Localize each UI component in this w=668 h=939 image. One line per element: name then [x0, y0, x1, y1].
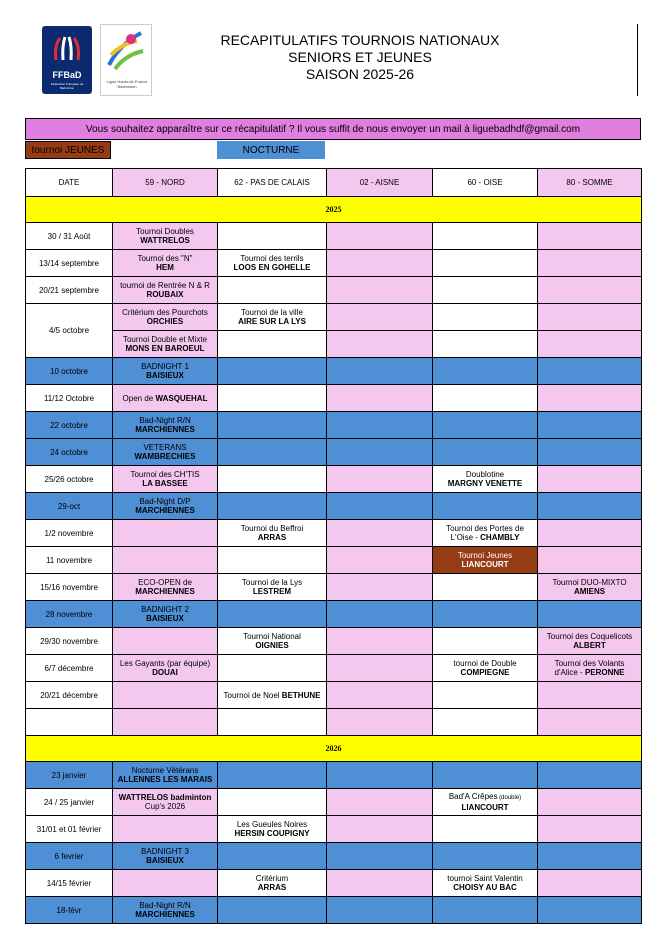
- event-city: AMIENS: [573, 587, 606, 596]
- title-line-2: SENIORS ET JEUNES: [288, 49, 432, 65]
- empty-cell: [433, 412, 538, 439]
- empty-cell: [327, 547, 433, 574]
- page-title: [170, 32, 550, 83]
- event-name: Open de: [122, 393, 154, 403]
- empty-cell: [218, 709, 327, 736]
- event-name: Critérium: [255, 874, 289, 883]
- empty-cell: [327, 709, 433, 736]
- date-cell: 29-oct: [26, 493, 113, 520]
- table-row-nocturne: [26, 358, 642, 385]
- empty-cell: [538, 385, 642, 412]
- table-row: [26, 277, 642, 304]
- event-city: WASQUEHAL: [155, 393, 208, 403]
- event-name: tournoi Saint Valentin: [447, 874, 523, 883]
- date-cell: 6 fevrier: [26, 843, 113, 870]
- empty-cell: [327, 304, 433, 331]
- table-row-nocturne: [26, 412, 642, 439]
- col-header-02: 02 - AISNE: [327, 169, 433, 197]
- empty-cell: [433, 223, 538, 250]
- empty-cell: [218, 547, 327, 574]
- table-row-blank: [26, 709, 642, 736]
- table-row: [26, 385, 642, 412]
- empty-cell: [327, 574, 433, 601]
- event-name: Tournoi des Portes de: [446, 524, 524, 533]
- event-name: Tournoi DUO-MIXTO: [552, 578, 627, 587]
- event-cell: [113, 601, 218, 628]
- empty-cell: [327, 762, 433, 789]
- event-name: Doublotine: [465, 470, 505, 479]
- event-name: Bad-Night R/N: [139, 901, 191, 910]
- empty-cell: [327, 223, 433, 250]
- event-name: Tournoi Double et Mixte: [122, 335, 208, 344]
- date-cell: 1/2 novembre: [26, 520, 113, 547]
- event-city: CHAMBLY: [480, 533, 520, 542]
- event-name: Tournoi Jeunes: [457, 551, 513, 560]
- event-cell: [538, 655, 642, 682]
- empty-cell: [327, 331, 433, 358]
- ffbad-logo: [42, 26, 92, 94]
- table-row: [26, 682, 642, 709]
- table-row: [26, 520, 642, 547]
- event-cell: [433, 870, 538, 897]
- event-city: ALLENNES LES MARAIS: [117, 775, 213, 784]
- event-cell: [113, 789, 218, 816]
- date-cell: 4/5 octobre: [26, 304, 113, 358]
- empty-cell: [218, 601, 327, 628]
- table-row-nocturne: [26, 843, 642, 870]
- event-city: MONS EN BAROEUL: [125, 344, 205, 353]
- empty-cell: [218, 843, 327, 870]
- event-cell: [113, 439, 218, 466]
- empty-cell: [327, 655, 433, 682]
- event-cell: [113, 223, 218, 250]
- empty-cell: [433, 493, 538, 520]
- date-cell: 13/14 septembre: [26, 250, 113, 277]
- event-name-cont: d'Alice -: [554, 668, 585, 677]
- empty-cell: [218, 331, 327, 358]
- empty-cell: [433, 897, 538, 924]
- event-city: DOUAI: [152, 668, 178, 677]
- date-cell: 18-févr: [26, 897, 113, 924]
- event-name: VETERANS: [143, 443, 187, 452]
- event-name: ECO-OPEN de: [138, 578, 192, 587]
- shuttlecock-icon: [52, 36, 82, 62]
- empty-cell: [538, 439, 642, 466]
- event-city: LIANCOURT: [461, 560, 509, 569]
- date-cell: 31/01 et 01 février: [26, 816, 113, 843]
- event-city: PERONNE: [584, 668, 625, 677]
- empty-cell: [538, 762, 642, 789]
- event-cell: [433, 789, 538, 816]
- event-name: Les Gayants (par équipe): [119, 659, 211, 668]
- empty-cell: [327, 493, 433, 520]
- event-cell: [113, 493, 218, 520]
- empty-cell: [327, 870, 433, 897]
- empty-cell: [327, 520, 433, 547]
- empty-cell: [538, 870, 642, 897]
- date-cell: 24 / 25 janvier: [26, 789, 113, 816]
- date-cell: 15/16 novembre: [26, 574, 113, 601]
- empty-cell: [433, 843, 538, 870]
- empty-cell: [218, 789, 327, 816]
- table-row: [26, 655, 642, 682]
- date-cell: 30 / 31 Août: [26, 223, 113, 250]
- year-row-2025: [26, 197, 642, 223]
- table-row: [26, 250, 642, 277]
- table-row-nocturne: [26, 493, 642, 520]
- event-city: MARCHIENNES: [135, 425, 195, 434]
- event-cell: [218, 628, 327, 655]
- empty-cell: [433, 682, 538, 709]
- empty-cell: [433, 250, 538, 277]
- event-city: MARGNY VENETTE: [447, 479, 523, 488]
- event-name: Tournoi des CH'TIS: [130, 470, 200, 479]
- table-row: [26, 789, 642, 816]
- year-row-2026: [26, 736, 642, 762]
- empty-cell: [538, 601, 642, 628]
- empty-cell: [218, 655, 327, 682]
- header: [40, 24, 640, 96]
- empty-cell: [26, 709, 113, 736]
- empty-cell: [218, 223, 327, 250]
- date-cell: 20/21 décembre: [26, 682, 113, 709]
- event-name: Tournoi des Volants: [554, 659, 625, 668]
- col-header-date: DATE: [26, 169, 113, 197]
- col-header-80: 80 - SOMME: [538, 169, 642, 197]
- ligue-badminton-icon: [101, 25, 151, 75]
- event-city: BETHUNE: [281, 690, 321, 700]
- event-city: LOOS EN GOHELLE: [233, 263, 311, 272]
- date-cell: 25/26 octobre: [26, 466, 113, 493]
- event-city: AIRE SUR LA LYS: [238, 317, 306, 326]
- event-city: WATTRELOS: [140, 236, 190, 245]
- event-name: Tournoi du Beffroi: [240, 524, 304, 533]
- table-row: [26, 466, 642, 493]
- event-city: HEM: [156, 263, 174, 272]
- event-cell: [218, 870, 327, 897]
- event-cell: [433, 520, 538, 547]
- event-cell-jeunes: [433, 547, 538, 574]
- empty-cell: [113, 547, 218, 574]
- empty-cell: [433, 709, 538, 736]
- event-city: LA BASSEE: [142, 479, 188, 488]
- event-cell: [433, 655, 538, 682]
- table-row: [26, 870, 642, 897]
- event-name: Nocturne Vétérans: [131, 766, 199, 775]
- empty-cell: [327, 628, 433, 655]
- empty-cell: [538, 709, 642, 736]
- date-cell: 23 janvier: [26, 762, 113, 789]
- table-row-nocturne: [26, 897, 642, 924]
- empty-cell: [113, 628, 218, 655]
- event-cell: [218, 304, 327, 331]
- col-header-59: 59 - NORD: [113, 169, 218, 197]
- event-city: ORCHIES: [146, 317, 184, 326]
- empty-cell: [538, 304, 642, 331]
- table-row: [26, 628, 642, 655]
- event-city: HERSIN COUPIGNY: [234, 829, 310, 838]
- empty-cell: [538, 493, 642, 520]
- ffbad-logo-subtitle: Fédération Française de Badminton: [50, 82, 84, 90]
- table-row: [26, 547, 642, 574]
- event-city: ROUBAIX: [146, 290, 184, 299]
- event-name: Bad-Night R/N: [139, 416, 191, 425]
- empty-cell: [113, 709, 218, 736]
- header-divider: [637, 24, 638, 96]
- year-label: 2026: [26, 736, 642, 762]
- empty-cell: [327, 250, 433, 277]
- date-cell: 11/12 Octobre: [26, 385, 113, 412]
- empty-cell: [538, 789, 642, 816]
- ffbad-logo-text: FFBaD: [52, 70, 82, 80]
- event-name: Tournoi des "N": [137, 254, 193, 263]
- empty-cell: [538, 520, 642, 547]
- event-name: Bad-Night D/P: [139, 497, 191, 506]
- event-cell: [113, 277, 218, 304]
- empty-cell: [538, 331, 642, 358]
- empty-cell: [433, 385, 538, 412]
- empty-cell: [538, 223, 642, 250]
- empty-cell: [327, 897, 433, 924]
- event-name: Tournoi National: [243, 632, 301, 641]
- empty-cell: [218, 897, 327, 924]
- event-city: ARRAS: [257, 883, 287, 892]
- event-cell: [113, 466, 218, 493]
- tournament-table: [25, 168, 642, 924]
- event-name: tournoi de Double: [453, 659, 517, 668]
- empty-cell: [538, 250, 642, 277]
- empty-cell: [218, 493, 327, 520]
- event-cell: [113, 897, 218, 924]
- event-name: WATTRELOS badminton: [118, 793, 212, 802]
- title-line-1: RECAPITULATIFS TOURNOIS NATIONAUX: [220, 32, 500, 48]
- date-cell: 14/15 février: [26, 870, 113, 897]
- empty-cell: [113, 682, 218, 709]
- table-row: [26, 223, 642, 250]
- event-name: Tournoi de la Lys: [241, 578, 303, 587]
- table-row-nocturne: [26, 439, 642, 466]
- event-name: Les Gueules Noires: [236, 820, 308, 829]
- event-name: tournoi de Rentrée N & R: [120, 281, 210, 290]
- event-city: LIANCOURT: [461, 803, 509, 812]
- event-cell: [113, 762, 218, 789]
- date-cell: 24 octobre: [26, 439, 113, 466]
- event-name: Critérium des Pourchots: [122, 308, 208, 317]
- empty-cell: [218, 762, 327, 789]
- table-row-nocturne: [26, 762, 642, 789]
- table-row: [26, 574, 642, 601]
- empty-cell: [538, 897, 642, 924]
- event-city: MARCHIENNES: [135, 587, 195, 596]
- ligue-logo: [100, 24, 152, 96]
- empty-cell: [433, 439, 538, 466]
- event-name-cont: Cup's 2026: [144, 802, 186, 811]
- table-row-nocturne: [26, 601, 642, 628]
- date-cell: 20/21 septembre: [26, 277, 113, 304]
- event-type: (double): [497, 795, 522, 801]
- event-name: Bad'A Crêpes: [448, 792, 498, 801]
- empty-cell: [218, 358, 327, 385]
- empty-cell: [218, 439, 327, 466]
- empty-cell: [327, 412, 433, 439]
- empty-cell: [433, 358, 538, 385]
- event-cell: [113, 385, 218, 412]
- contact-banner: Vous souhaitez apparaître sur ce récapitulatif ? Il vous suffit de nous envoyer un mail à liguebadhdf@gmail.com: [25, 118, 641, 140]
- empty-cell: [327, 358, 433, 385]
- empty-cell: [113, 816, 218, 843]
- event-cell: [113, 304, 218, 331]
- event-name: BADNIGHT 3: [141, 847, 189, 856]
- empty-cell: [327, 439, 433, 466]
- empty-cell: [327, 682, 433, 709]
- empty-cell: [433, 628, 538, 655]
- table-row: [26, 304, 642, 331]
- empty-cell: [538, 816, 642, 843]
- empty-cell: [327, 466, 433, 493]
- event-cell: [113, 250, 218, 277]
- empty-cell: [538, 466, 642, 493]
- event-name: Tournoi de Noel: [223, 690, 280, 700]
- event-city: BAISIEUX: [146, 371, 184, 380]
- empty-cell: [433, 277, 538, 304]
- empty-cell: [433, 331, 538, 358]
- event-city: ARRAS: [257, 533, 287, 542]
- empty-cell: [433, 816, 538, 843]
- date-cell: 22 octobre: [26, 412, 113, 439]
- empty-cell: [327, 277, 433, 304]
- event-cell: [218, 574, 327, 601]
- event-city: ALBERT: [573, 641, 606, 650]
- legend-jeunes: tournoi JEUNES: [25, 141, 111, 159]
- empty-cell: [218, 466, 327, 493]
- empty-cell: [327, 385, 433, 412]
- event-cell: [113, 358, 218, 385]
- event-cell: [218, 250, 327, 277]
- empty-cell: [538, 358, 642, 385]
- event-city: BAISIEUX: [146, 856, 184, 865]
- event-cell: [433, 466, 538, 493]
- event-cell: [218, 520, 327, 547]
- empty-cell: [327, 601, 433, 628]
- table-row: [26, 331, 642, 358]
- event-cell: [113, 574, 218, 601]
- empty-cell: [538, 843, 642, 870]
- event-city: OIGNIES: [255, 641, 289, 650]
- header-row: [26, 169, 642, 197]
- empty-cell: [538, 277, 642, 304]
- empty-cell: [433, 574, 538, 601]
- date-cell: 11 novembre: [26, 547, 113, 574]
- empty-cell: [433, 601, 538, 628]
- event-cell: [218, 816, 327, 843]
- title-line-3: SAISON 2025-26: [305, 66, 415, 82]
- empty-cell: [538, 547, 642, 574]
- event-city: WAMBRECHIES: [134, 452, 196, 461]
- event-city: MARCHIENNES: [135, 506, 195, 515]
- col-header-62: 62 - PAS DE CALAIS: [218, 169, 327, 197]
- empty-cell: [218, 412, 327, 439]
- year-label: 2025: [26, 197, 642, 223]
- empty-cell: [113, 870, 218, 897]
- empty-cell: [218, 385, 327, 412]
- date-cell: 29/30 novembre: [26, 628, 113, 655]
- event-name: Tournoi Doubles: [136, 227, 194, 236]
- event-city: COMPIEGNE: [460, 668, 510, 677]
- empty-cell: [538, 682, 642, 709]
- empty-cell: [218, 277, 327, 304]
- event-city: MARCHIENNES: [135, 910, 195, 919]
- event-city: CHOISY AU BAC: [453, 883, 517, 892]
- date-cell: 10 octobre: [26, 358, 113, 385]
- date-cell: 6/7 décembre: [26, 655, 113, 682]
- empty-cell: [433, 762, 538, 789]
- empty-cell: [327, 843, 433, 870]
- ligue-logo-subtitle: Ligue Hauts-de-France Badminton: [106, 79, 148, 89]
- empty-cell: [538, 412, 642, 439]
- table-row: [26, 816, 642, 843]
- empty-cell: [113, 520, 218, 547]
- event-cell: [538, 628, 642, 655]
- date-cell: 28 novembre: [26, 601, 113, 628]
- empty-cell: [433, 304, 538, 331]
- event-name: Tournoi de la ville: [241, 308, 303, 317]
- event-cell: [113, 331, 218, 358]
- event-name: Tournoi des terrils: [240, 254, 304, 263]
- legend-nocturne: NOCTURNE: [217, 141, 325, 159]
- empty-cell: [327, 789, 433, 816]
- event-name-cont: L'Oise -: [450, 533, 481, 542]
- event-name: BADNIGHT 1: [141, 362, 189, 371]
- event-cell: [113, 412, 218, 439]
- col-header-60: 60 - OISE: [433, 169, 538, 197]
- event-name: Tournoi des Coquelicots: [546, 632, 633, 641]
- event-cell: [113, 843, 218, 870]
- event-cell: [113, 655, 218, 682]
- event-city: LESTREM: [252, 587, 292, 596]
- event-name: BADNIGHT 2: [141, 605, 189, 614]
- empty-cell: [327, 816, 433, 843]
- event-cell: [218, 682, 327, 709]
- event-city: BAISIEUX: [146, 614, 184, 623]
- event-cell: [538, 574, 642, 601]
